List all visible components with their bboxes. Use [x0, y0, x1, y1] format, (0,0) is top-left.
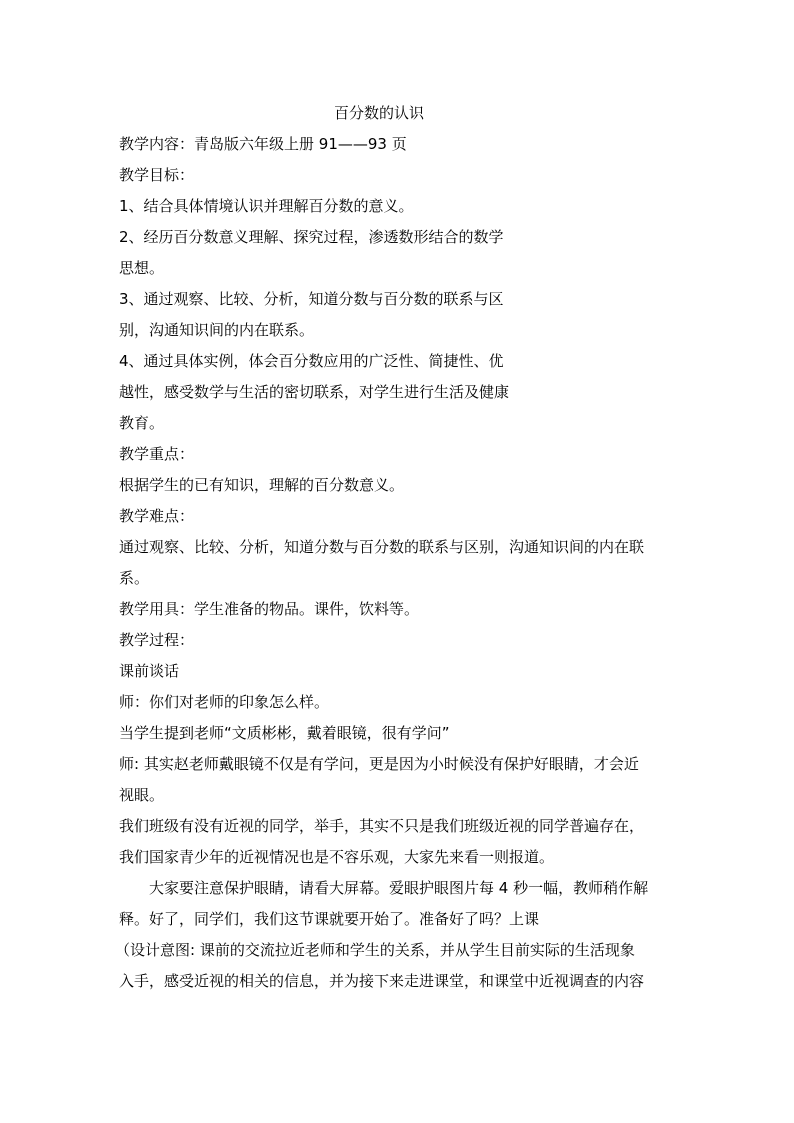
content-line: 3、通过观察、比较、分析，知道分数与百分数的联系与区 — [119, 290, 504, 308]
section-heading-key-points: 教学重点： — [119, 445, 195, 463]
section-heading-difficulties: 教学难点： — [119, 507, 195, 525]
content-line: 2、经历百分数意义理解、探究过程，渗透数形结合的数学 — [119, 228, 504, 246]
content-line: 师：你们对老师的印象怎么样。 — [119, 693, 330, 711]
content-line: 课前谈话 — [119, 662, 180, 680]
section-heading-objectives: 教学目标： — [119, 166, 195, 184]
content-line: 教学内容：青岛版六年级上册 91——93 页 — [119, 135, 407, 153]
content-line: 别，沟通知识间的内在联系。 — [119, 321, 315, 339]
content-line: 教育。 — [119, 414, 165, 432]
content-line: 越性，感受数学与生活的密切联系，对学生进行生活及健康 — [119, 383, 510, 401]
content-line: 大家要注意保护眼睛，请看大屏幕。爱眼护眼图片每 4 秒一幅，教师稍作解 — [149, 879, 649, 897]
content-line: （设计意图: 课前的交流拉近老师和学生的关系，并从学生目前实际的生活现象 — [115, 941, 635, 959]
content-line: 师: 其实赵老师戴眼镜不仅是有学问，更是因为小时候没有保护好眼睛，才会近 — [119, 755, 639, 773]
content-line: 教学用具：学生准备的物品。课件，饮料等。 — [119, 600, 420, 618]
content-line: 根据学生的已有知识，理解的百分数意义。 — [119, 476, 405, 494]
content-line: 思想。 — [119, 259, 165, 277]
content-line: 释。好了，同学们，我们这节课就要开始了。准备好了吗？上课 — [119, 910, 540, 928]
content-line: 系。 — [119, 569, 150, 587]
content-line: 通过观察、比较、分析，知道分数与百分数的联系与区别，沟通知识间的内在联 — [119, 538, 645, 556]
content-line: 视眼。 — [119, 786, 165, 804]
section-heading-process: 教学过程： — [119, 631, 195, 649]
content-line: 4、通过具体实例，体会百分数应用的广泛性、简捷性、优 — [119, 352, 504, 370]
content-line: 1、结合具体情境认识并理解百分数的意义。 — [119, 197, 414, 215]
content-line: 当学生提到老师“文质彬彬，戴着眼镜，很有学问” — [119, 724, 450, 742]
document-page — [115, 98, 679, 997]
document-title: 百分数的认识 — [333, 104, 424, 122]
content-line: 我们国家青少年的近视情况也是不容乐观，大家先来看一则报道。 — [119, 848, 555, 866]
content-line: 入手，感受近视的相关的信息，并为接下来走进课堂，和课堂中近视调查的内容 — [119, 972, 645, 990]
content-line: 我们班级有没有近视的同学，举手，其实不只是我们班级近视的同学普遍存在， — [119, 817, 645, 835]
